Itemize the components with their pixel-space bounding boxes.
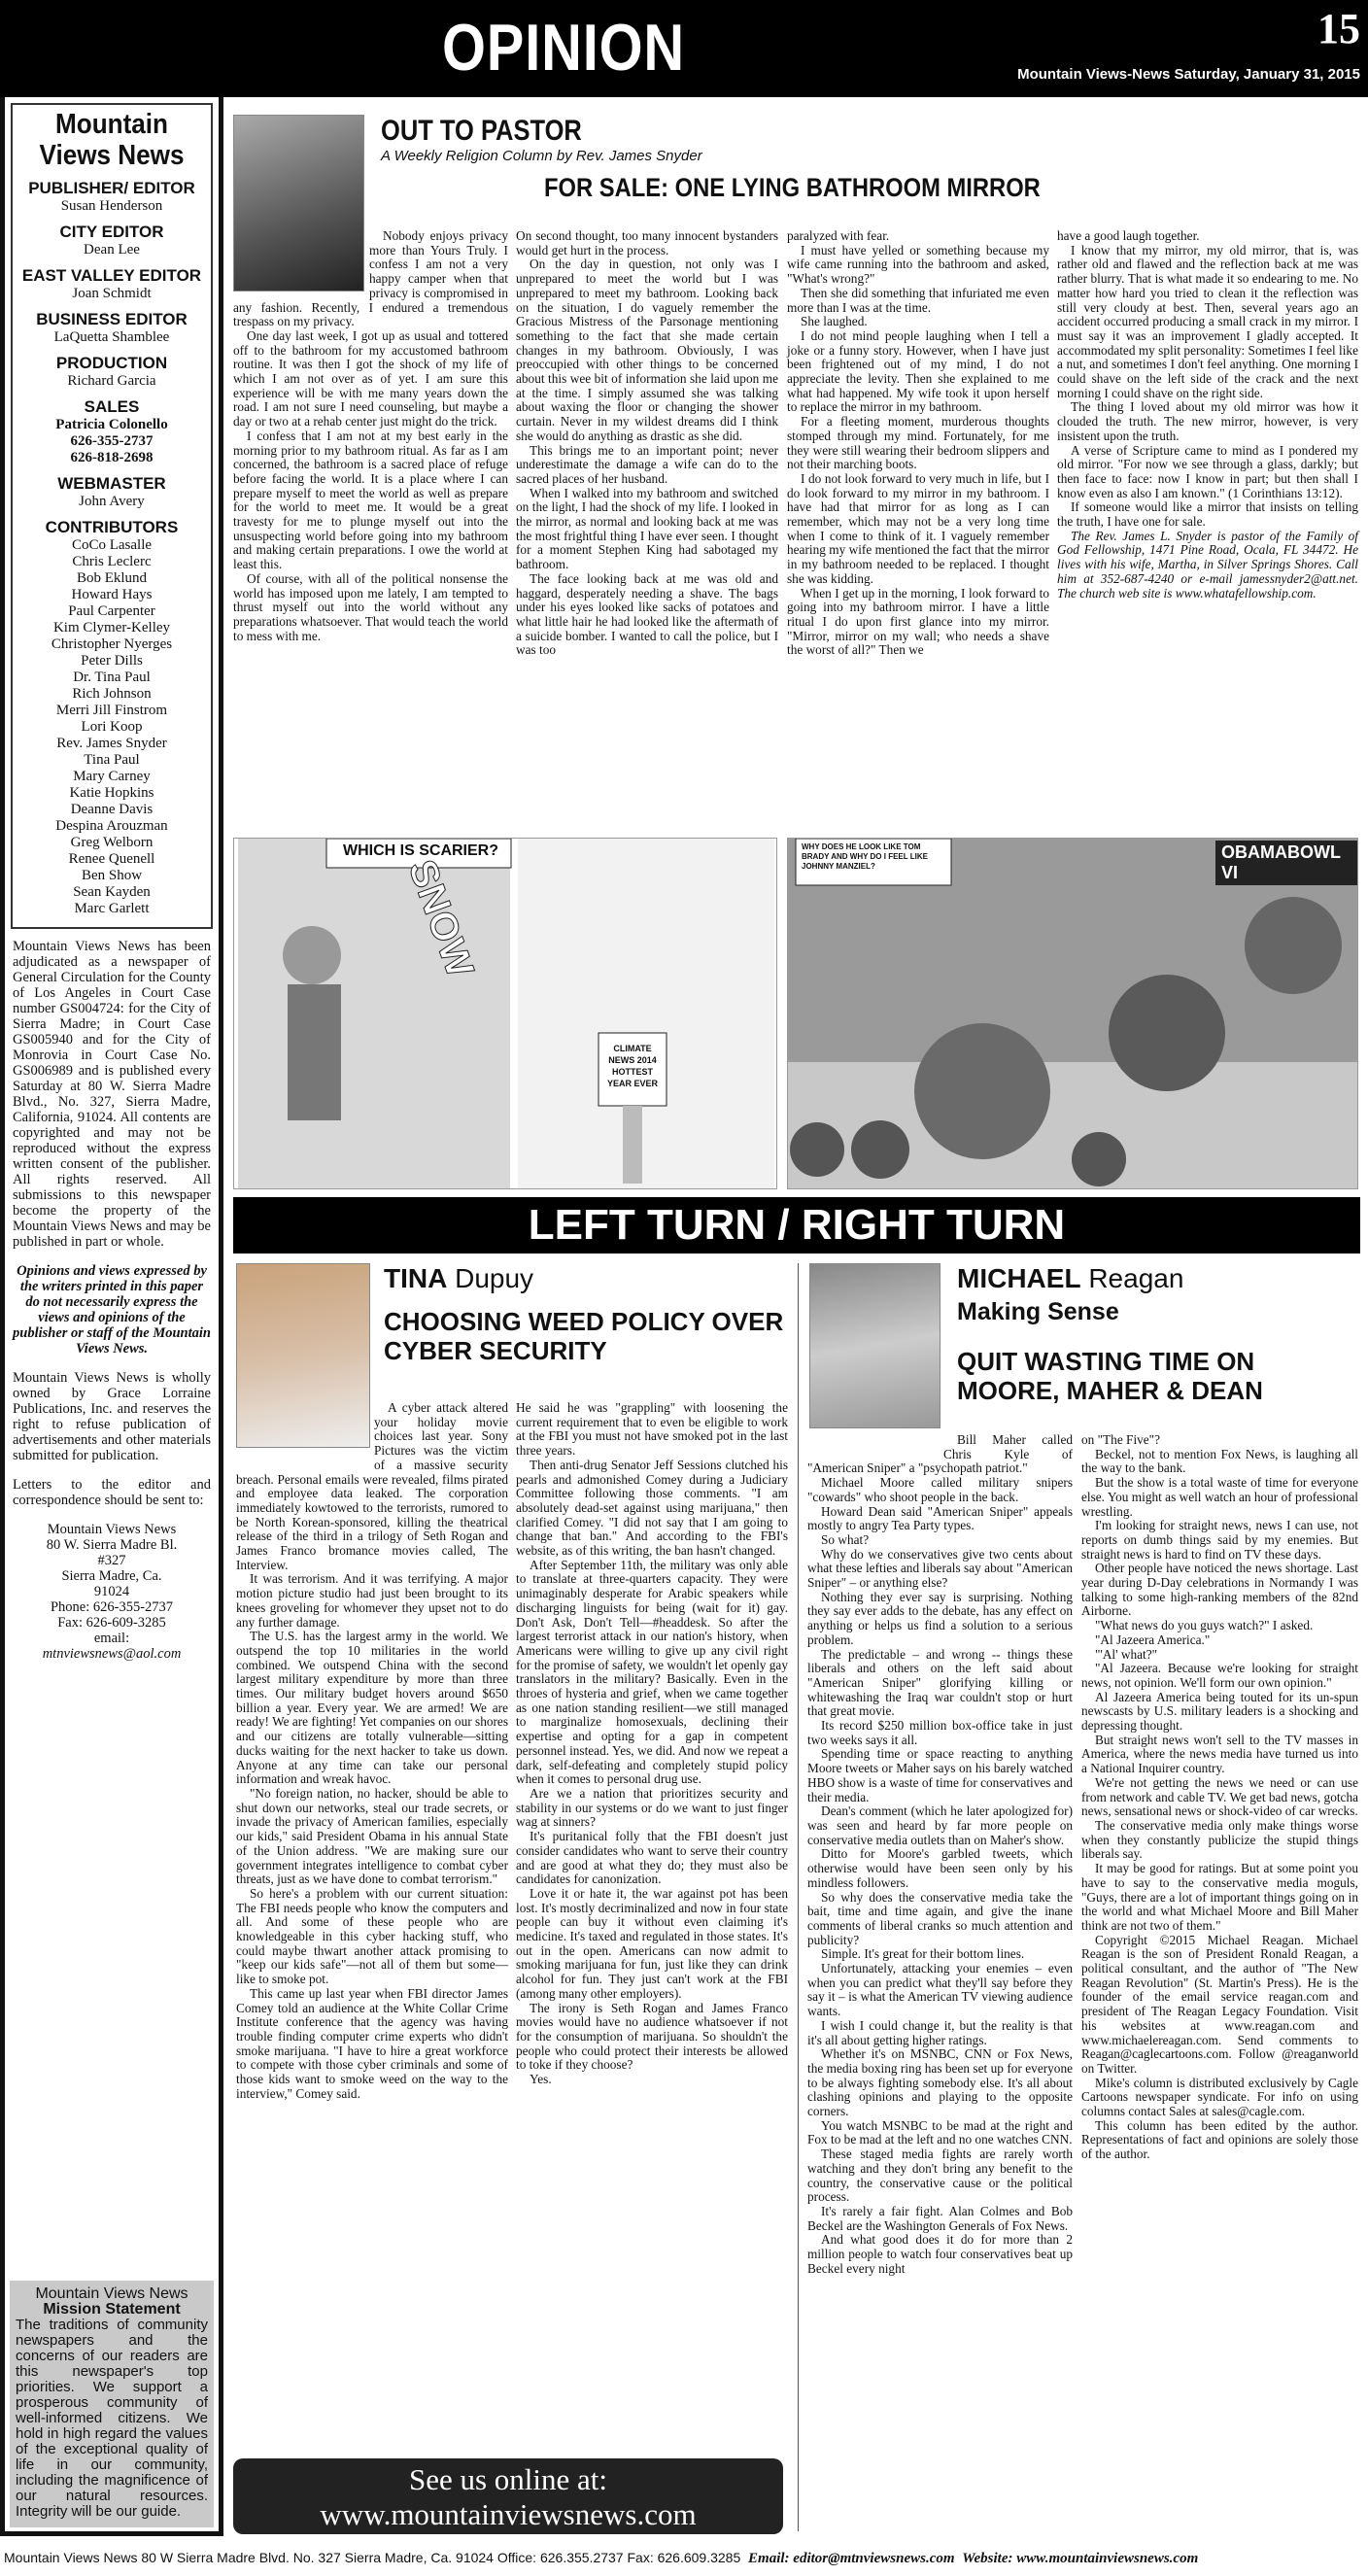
paragraph: On second thought, too many innocent bystanders would get hurt in the process. — [516, 228, 778, 258]
address-line: 91024 — [93, 1584, 130, 1599]
staff-name: LaQuetta Shamblee — [53, 329, 170, 345]
paragraph: This brings me to an important point; never underestimate the damage a wife can do to the sacred places of her husband. — [516, 442, 778, 486]
article-column-1 — [236, 1401, 508, 2101]
opinions-disclaimer: Opinions and views expressed by the writers printed in this paper do not necessarily express the views and opinions of the publisher or staff of the Mountain Views News. — [13, 1263, 211, 1357]
legal-notices — [5, 935, 219, 1666]
paragraph: The conservative media only make things worse when they constantly publicize the stupid things liberals say. — [1081, 1817, 1358, 1862]
masthead-title: Mountain Views News — [39, 109, 185, 171]
paragraph: The irony is Seth Rogan and James Franco movies would have no audience whatsoever if not for the consumption of marijuana. So shouldn't the people who could protect their interests be allowed to toke if they choose? — [516, 2000, 788, 2073]
paragraph: You watch MSNBC to be mad at the right and Fox to be mad at the left and no one watches CNN. — [807, 2117, 1073, 2147]
address-line: email: — [93, 1631, 130, 1646]
paragraph: And what good does it do for more than 2 million people to watch four conservatives beat up Beckel every night — [807, 2232, 1073, 2276]
staff-name: 626-355-2737 — [70, 433, 154, 449]
staff-name: Chris Leclerc — [72, 554, 152, 569]
paragraph: One day last week, I got up as usual and tottered off to the bathroom for my accustomed bathroom routine. It was then I got the shock of my life of which I am not over as of yet. I am sure this experience will be with me many years down the road. I am not sure I need counseling, but maybe a day or two at a rehab center just might do the trick. — [233, 327, 508, 429]
paragraph: On the day in question, not only was I unprepared to meet the world but I was unprepared to meet my bathroom. Looking back on the situation, I do vaguely remember the Gracious Mistress of the Parsonage mentioning something to the fact that she made certain changes in my bathroom. Obviously, I was preoccupied with other things to be concerned about this wee bit of information she laid upon me at the time. I simply assumed she was talking about waxing the floor or changing the shower curtain. Never in my wildest dreams did I think she would do anything as drastic as she did. — [516, 257, 778, 443]
article-column-1 — [807, 1433, 1073, 2276]
paragraph: Why do we conservatives give two cents about what these lefties and liberals say about "American Sniper" – or anything else? — [807, 1546, 1073, 1591]
paragraph: Its record $250 million box-office take in just two weeks says it all. — [807, 1718, 1073, 1747]
paragraph: These staged media fights are rarely worth watching and they don't bring any benefit to the country, the conservative cause or the political process. — [807, 2147, 1073, 2205]
staff-role: CITY EDITOR — [59, 223, 164, 241]
column-header — [381, 115, 702, 164]
mission-statement-box — [10, 2281, 214, 2527]
paragraph: Beckel, not to mention Fox News, is laughing all the way to the bank. — [1081, 1446, 1358, 1476]
paragraph: Bill Maher called Chris Kyle of "American Sniper" a "psychopath patriot." — [807, 1432, 1073, 1476]
address-line: #327 — [97, 1553, 126, 1568]
staff-role: WEBMASTER — [57, 474, 166, 493]
staff-name: Rev. James Snyder — [56, 736, 167, 751]
staff-name: Kim Clymer-Kelley — [52, 620, 171, 635]
staff-role: SALES — [84, 397, 140, 416]
paragraph: "No foreign nation, no hacker, should be able to shut down our networks, steal our trade secrets, or invade the privacy of American families, especially our kids," said President Obama in his annual State of the Union address. "We are making sure our government integrates intelligence to combat cyber threats, just as we have done to combat terrorism." — [236, 1785, 508, 1887]
mailing-address — [13, 1522, 211, 1646]
column-byline: A Weekly Religion Column by Rev. James Snyder — [381, 148, 702, 164]
paragraph: I know that my mirror, my old mirror, that is, was rather old and flawed and the reflection back at me was rather blurry. That is what made it so endearing to me. No matter how hard you tried to clean it the reflection was still very cloudy at best. Then, several years ago an accident occurred producing a small crack in my mirror. I must say it was an improvement I gladly accepted. It accommodated my split personality: Sometimes I feel like a nut, and sometimes I don't feel anything. One morning I could shave on the left side of the crack and the next morning I could shave on the right side. — [1057, 242, 1358, 400]
cartoon-sign: CLIMATE NEWS 2014 HOTTEST YEAR EVER — [606, 1044, 658, 1088]
article-column-2 — [516, 229, 778, 658]
paragraph: Nobody enjoys privacy more than Yours Truly. I confess I am not a very happy camper when that privacy is compromised in any fashion. Recently, I endured a tremendous trespass on my privacy. — [233, 228, 508, 329]
section-header — [0, 0, 1368, 97]
paragraph: on "The Five"? — [1081, 1432, 1161, 1447]
paragraph: Copyright ©2015 Michael Reagan. Michael Reagan is the son of President Ronald Reagan, a political consultant, and the author of "The New Reagan Revolution" (St. Martin's Press). He is the founder of the email service reagan.com and president of The Reagan Legacy Foundation. Visit his websites at www.reagan.com and www.michaelereagan.com. Send comments to Reagan@caglecartoons.com. Follow @reaganworld on Twitter. — [1081, 1932, 1358, 2076]
paragraph: The face looking back at me was old and haggard, desperately needing a shave. The bags under his eyes looked like sacks of potatoes and what little hair he had looked like the aftermath of a suicide bomber. I wanted to call the police, but I was too — [516, 570, 778, 658]
section-banner: LEFT TURN / RIGHT TURN — [233, 1197, 1360, 1254]
column-name: Making Sense — [957, 1298, 1119, 1325]
paragraph: Spending time or space reacting to anything Moore tweets or Maher says on his barely watched HBO show is a waste of time for conservatives and their media. — [807, 1746, 1073, 1804]
article-column-3 — [787, 229, 1049, 658]
paragraph: "Al Jazeera. Because we're looking for straight news, not opinion. We'll form our own opinion." — [1081, 1661, 1358, 1690]
mission-heading: Mission Statement — [43, 2301, 181, 2318]
mission-text: The traditions of community newspapers and the concerns of our readers are this newspaper's top priorities. We support a prosperous community of well-informed citizens. We hold in high regard the values of the exceptional quality of life in our community, including the magnificence of our natural resources. Integrity will be our guide. — [16, 2317, 208, 2520]
paragraph: A cyber attack altered your holiday movie choices last year. Sony Pictures was the victim of a massive security breach. Personal emails were revealed, films pirated and employee data leaked. The corporation immediately kowtowed to the terrorists, rumored to be North Korean-sponsored, killing the theatrical release of the third in a trilogy of Seth Rogan and James Franco bromance movies called, The Interview. — [236, 1400, 508, 1572]
paragraph: "'Al' what?" — [1095, 1646, 1158, 1662]
staff-name: 626-818-2698 — [70, 450, 154, 465]
article-column-4 — [1057, 229, 1358, 601]
paragraph: The U.S. has the largest army in the world. We outspend the top 10 militaries in the world combined. We outspend China with the second largest military expenditure by more than three times. Our military budget hovers around $650 billion a year. Every year. We are armed! We are ready! We are fighting! Yet companies on our shores and our citizens are totally vulnerable—sitting ducks waiting for the next hacker to take us down. Anyone at any time can take our personal information and wreak havoc. — [236, 1629, 508, 1787]
footer-email[interactable]: Email: editor@mtnviewsnews.com — [748, 2551, 955, 2566]
staff-name: Greg Welborn — [70, 835, 154, 850]
staff-name: Tina Paul — [84, 752, 140, 768]
paragraph: I confess that I am not at my best early in the morning prior to my bathroom ritual. As far as I am concerned, the bathroom is a sacred place of refuge before facing the world. It is a place where I can prepare myself to meet the world as well as prepare for the world to meet me. It would be a great travesty for me to plunge myself out into the unsuspecting world before going into my bathroom and making certain preparations. I owe the world at least this. — [233, 428, 508, 572]
cartoon-sign: OBAMABOWL VI — [1215, 841, 1357, 885]
staff-name: Bob Eklund — [76, 570, 148, 586]
paragraph: It was terrorism. And it was terrifying. A major motion picture studio had just been brought to its knees groveling for whomever they upset not to do any further damage. — [236, 1571, 508, 1630]
paragraph: A verse of Scripture came to mind as I pondered my old mirror. "For now we see through a glass, darkly; but then face to face: now I know in part; but then shall I know even as also I am known." (1 Corinthians 13:12). — [1057, 442, 1358, 500]
sidebar — [0, 97, 223, 2536]
cartoon-climate — [233, 838, 777, 1189]
staff-name: Dr. Tina Paul — [73, 670, 151, 685]
staff-name: Patricia Colonello — [55, 417, 168, 432]
staff-name: John Avery — [79, 494, 145, 509]
staff-name: Susan Henderson — [60, 198, 163, 214]
article-headline: CHOOSING WEED POLICY OVER CYBER SECURITY — [384, 1307, 784, 1365]
footer-info: Mountain Views News 80 W Sierra Madre Blvd. No. 327 Sierra Madre, Ca. 91024 Office: 626.355.2737 Fax: 626.609.3285 — [4, 2550, 741, 2565]
paragraph: But the show is a total waste of time for everyone else. You might as well watch an hour of professional wrestling. — [1081, 1475, 1358, 1519]
paragraph: It may be good for ratings. But at some point you have to say to the conservative media moguls, "Guys, there are a lot of important things going on in the world and what Michael Moore and Bill Maher think are not two of them." — [1081, 1861, 1358, 1933]
staff-name: Merri Jill Finstrom — [55, 703, 168, 718]
mission-org: Mountain Views News — [35, 2285, 188, 2302]
promo-label: See us online at: — [408, 2462, 608, 2496]
dateline: Mountain Views-News Saturday, January 31, 2015 — [1017, 66, 1360, 83]
address-line: Mountain Views News — [47, 1522, 177, 1537]
staff-name: Joan Schmidt — [72, 286, 152, 301]
paragraph: The predictable – and wrong -- things these liberals and others on the left said about "American Sniper" glorifying killing or whitewashing the Iraq war couldn't stop or hurt that great movie. — [807, 1646, 1073, 1719]
staff-name: Deanne Davis — [70, 802, 154, 817]
address-line: Phone: 626-355-2737 — [50, 1599, 174, 1615]
paragraph: Whether it's on MSNBC, CNN or Fox News, the media boxing ring has been set up for everyone to be always fighting somebody else. It's all about clashing opinions and playing to the opposite corners. — [807, 2046, 1073, 2119]
ownership-notice: Mountain Views News is wholly owned by Grace Lorraine Publications, Inc. and reserves the right to refuse publication of advertisements and other materials submitted for publication. — [13, 1370, 211, 1463]
paragraph: When I walked into my bathroom and switched on the light, I had the shock of my life. I looked in the mirror, as normal and looking back at me was the most frightful thing I have ever seen. I thought for a moment Stephen King had sabotaged my bathroom. — [516, 485, 778, 572]
staff-name: Ben Show — [81, 868, 143, 883]
staff-role: EAST VALLEY EDITOR — [21, 266, 202, 285]
paragraph: For a fleeting moment, murderous thoughts stomped through my mind. Fortunately, for me they were still wearing their bedroom slippers and not their marching boots. — [787, 414, 1049, 472]
paragraph: It's puritanical folly that the FBI doesn't just consider candidates who want to serve their country and are good at what they do; they must also be candidates for canonization. — [516, 1829, 788, 1887]
paragraph: Then anti-drug Senator Jeff Sessions clutched his pearls and admonished Comey during a Judiciary Committee following those comments. "I am absolutely dead-set against using marijuana," then clarified Comey. "I did not say that I am going to change that ban." And according to the FBI's website, as of this writing, the ban hasn't changed. — [516, 1457, 788, 1559]
paragraph: paralyzed with fear. — [787, 228, 890, 243]
article-headline: QUIT WASTING TIME ON MOORE, MAHER & DEAN — [957, 1347, 1263, 1405]
staff-role: CONTRIBUTORS — [45, 518, 179, 536]
footer-website[interactable]: Website: www.mountainviewsnews.com — [962, 2551, 1199, 2566]
column-name: OUT TO PASTOR — [381, 115, 582, 147]
paragraph: Nothing they ever say is surprising. Nothing they say ever adds to the debate, has any effect on anything or helps us find a solution to a serious problem. — [807, 1589, 1073, 1647]
staff-name: Richard Garcia — [67, 373, 156, 389]
staff-name: CoCo Lasalle — [71, 537, 153, 553]
paragraph: She laughed. — [801, 314, 868, 329]
section-title: OPINION — [442, 11, 686, 85]
address-line: Fax: 626-609-3285 — [57, 1615, 166, 1631]
staff-role: BUSINESS EDITOR — [36, 310, 188, 328]
paragraph: So what? — [821, 1531, 870, 1547]
staff-list — [15, 179, 209, 917]
letters-notice: Letters to the editor and correspondence should be sent to: — [13, 1477, 211, 1508]
paragraph: I do not look forward to very much in life, but I do look forward to my mirror in my bathroom. I have had that mirror for as long as I can remember, which may not be a very long time when I come to think of it. I vaguely remember hearing my wife mentioned the fact that the mirror in my bathroom needed to be replaced. I thought she was kidding. — [787, 470, 1049, 586]
paragraph: But straight news won't sell to the TV masses in America, where the news media have turned us into a National Inquirer country. — [1081, 1732, 1358, 1776]
article-column-1 — [233, 229, 508, 643]
staff-name: Peter Dills — [81, 653, 143, 669]
cartoon-snow-text: SNOW — [399, 854, 482, 983]
paragraph: "Al Jazeera America." — [1095, 1631, 1211, 1647]
staff-name: Dean Lee — [84, 242, 140, 258]
paragraph: This came up last year when FBI director James Comey told an audience at the White Collar Crime Institute conference that the agency was having trouble finding computer crime experts who didn't smoke marijuana. "I have to hire a great workforce to compete with those cyber criminals and some of those kids want to smoke weed on the way to the interview," Comey said. — [236, 1985, 508, 2101]
staff-role: PUBLISHER/ EDITOR — [28, 179, 195, 197]
paragraph: Are we a nation that prioritizes security and stability in our systems or do we want to just finger wag at sinners? — [516, 1785, 788, 1830]
paragraph: Then she did something that infuriated me even more than I was at the time. — [787, 285, 1049, 315]
paragraph: I must have yelled or something because my wife came running into the bathroom and asked, "What's wrong?" — [787, 242, 1049, 287]
paragraph: Love it or hate it, the war against pot has been lost. It's mostly decriminalized and now in four state people can buy it without even claiming it's medicine. It's taxed and regulated in those states. It's out in the open. Americans can now admit to smoking marijuana for fun, just like they can drink alcohol for fun. They just can't work at the FBI (among many other employers). — [516, 1885, 788, 2001]
column-divider — [798, 1263, 799, 2531]
article-headline: FOR SALE: ONE LYING BATHROOM MIRROR — [544, 173, 1041, 202]
paragraph: have a good laugh together. — [1057, 228, 1200, 243]
staff-name: Katie Hopkins — [69, 785, 154, 801]
paragraph: I'm looking for straight news, news I can use, not reports on dumb things said by my enemies. But straight news is hard to find on TV these days. — [1081, 1518, 1358, 1562]
page-number: 15 — [1317, 5, 1360, 52]
paragraph: Other people have noticed the news shortage. Last year during D-Day celebrations in Normandy I was talking to some high-ranking members of the 82nd Airborne. — [1081, 1561, 1358, 1619]
paragraph: I wish I could change it, but the reality is that it's all about getting higher ratings. — [807, 2017, 1073, 2047]
staff-name: Mary Carney — [73, 769, 151, 784]
page-footer — [0, 2540, 1368, 2575]
paragraph: Mike's column is distributed exclusively by Cagle Cartoons newspaper syndicate. For info on using columns contact Sales at sales@cagle.com. — [1081, 2075, 1358, 2119]
promo-url[interactable]: www.mountainviewsnews.com — [320, 2497, 697, 2531]
article-column-2 — [516, 1401, 788, 2087]
paragraph: Al Jazeera America being touted for its un-spun newscasts by U.S. military leaders is a shocking and depressing thought. — [1081, 1689, 1358, 1734]
paragraph: I do not mind people laughing when I tell a joke or a funny story. However, when I have just been frightened out of my mind, I do not appreciate the levity. Then she explained to me what had happened. My wife took it upon herself to replace the mirror in my bathroom. — [787, 327, 1049, 415]
author-name: TINA Dupuy — [384, 1263, 534, 1293]
staff-name: Marc Garlett — [74, 901, 150, 916]
paragraph: Yes. — [530, 2072, 552, 2087]
staff-role: PRODUCTION — [55, 354, 168, 372]
author-bio: The Rev. James L. Snyder is pastor of the Family of God Fellowship, 1471 Pine Road, Ocala, FL 34472. He lives with his wife, Martha, in Silver Springs Shores. Call him at 352-687-4240 or e-mail jamessnyder2@att.net. The church web site is www.whatafellowship.com. — [1057, 528, 1358, 601]
paragraph: He said he was "grappling" with loosening the current requirement that to even be eligible to work at the FBI you must not have smoked pot in the last three years. — [516, 1400, 788, 1459]
paragraph: It's rarely a fair fight. Alan Colmes and Bob Beckel are the Washington Generals of Fox News. — [807, 2203, 1073, 2233]
author-photo-reagan — [809, 1263, 940, 1428]
paragraph: We're not getting the news we need or can use from network and cable TV. We get bad news, gotcha news, sensational news or shock-video of car wrecks. — [1081, 1774, 1358, 1819]
paragraph: Howard Dean said "American Sniper" appeals mostly to angry Tea Party types. — [807, 1503, 1073, 1533]
staff-name: Rich Johnson — [72, 686, 152, 702]
cartoon-caption: WHICH IS SCARIER? — [343, 842, 498, 859]
paragraph: After September 11th, the military was only able to translate at three-quarters capacity. They were unimaginably desperate for Arabic speakers while discharging linguists for being (wait for it) gay. Don't Ask, Don't Tell—#headdesk. So after the largest terrorist attack in our nation's history, when Americans were willing to give up any civil right for the promise of safety, we wouldn't let openly gay translators in the military? Basically. Even in the throes of hysteria and grief, when we came together as one nation standing resilient—we still managed to marginalize homosexuals, declining their expertise and opting for a gap in competent personnel instead. Yes, we did. And now we repeat a dark, self-defeating and completely stupid policy when it comes to personal drug use. — [516, 1557, 788, 1787]
staff-name: Howard Hays — [71, 587, 153, 602]
adjudication-notice: Mountain Views News has been adjudicated as a newspaper of General Circulation for the County of Los Angeles in Court Case number GS004724: for the City of Sierra Madre; in Court Case GS005940 and for the City of Monrovia in Court Case No. GS006989 and is published every Saturday at 80 W. Sierra Madre Blvd., No. 327, Sierra Madre, California, 91024. All contents are copyrighted and may not be reproduced without the express written consent of the publisher. All rights reserved. All submissions to this newspaper become the property of the Mountain Views News and may be published in part or whole. — [13, 939, 211, 1250]
author-name: MICHAEL Reagan — [957, 1263, 1184, 1293]
paragraph: When I get up in the morning, I look forward to going into my bathroom mirror. I have a little ritual I do upon first glance into my mirror. "Mirror, mirror on my wall; who needs a shave the worst of all?" Then we — [787, 585, 1049, 658]
paragraph: The thing I loved about my old mirror was how it clouded the truth. The new mirror, however, is very insistent upon the truth. — [1057, 399, 1358, 443]
website-promo[interactable] — [233, 2458, 783, 2534]
paragraph: Unfortunately, attacking your enemies – even when you can predict what they'll say before they say it – is what the American TV viewing audience wants. — [807, 1961, 1073, 2019]
cartoon-speech-bubble: WHY DOES HE LOOK LIKE TOM BRADY AND WHY DO I FEEL LIKE JOHNNY MANZIEL? — [802, 842, 928, 871]
paragraph: This column has been edited by the author. Representations of fact and opinions are solely those of the author. — [1081, 2117, 1358, 2162]
article-column-2 — [1081, 1433, 1358, 2162]
staff-name: Christopher Nyerges — [51, 636, 173, 652]
paragraph: Dean's comment (which he later apologized for) was seen and heard by far more people on conservative media outlets than on Maher's show. — [807, 1803, 1073, 1847]
staff-name: Sean Kayden — [73, 884, 151, 900]
email-link[interactable]: mtnviewsnews@aol.com — [42, 1646, 182, 1662]
address-line: Sierra Madre, Ca. — [61, 1568, 162, 1584]
staff-name: Renee Quenell — [68, 851, 155, 867]
paragraph: Ditto for Moore's garbled tweets, which otherwise would have been seen only by his mindless followers. — [807, 1846, 1073, 1890]
paragraph: So why does the conservative media take the bait, time and time again, and give the inane comments of liberal cranks so much attention and publicity? — [807, 1889, 1073, 1947]
paragraph: Of course, with all of the political nonsense the world has imposed upon me lately, I am tempted to thrust myself out into the world without any preparations whatsoever. That would teach the world to mess with me. — [233, 570, 508, 643]
staff-name: Lori Koop — [81, 719, 143, 735]
paragraph: Simple. It's great for their bottom lines. — [821, 1946, 1025, 1962]
paragraph: If someone would like a mirror that insists on telling the truth, I have one for sale. — [1057, 499, 1358, 530]
paragraph: So here's a problem with our current situation: The FBI needs people who know the computers and all. And some of these people who are knowledgeable in this cyber hacking stuff, who could maybe thwart another attack promising to "keep our kids safe"—not all of them but some—like to smoke pot. — [236, 1885, 508, 1987]
cartoon-football — [787, 838, 1358, 1189]
masthead-box — [11, 103, 213, 929]
address-line: 80 W. Sierra Madre Bl. — [46, 1537, 178, 1553]
staff-name: Despina Arouzman — [55, 818, 168, 834]
paragraph: "What news do you guys watch?" I asked. — [1095, 1618, 1314, 1633]
paragraph: Michael Moore called military snipers "cowards" who shoot people in the back. — [807, 1475, 1073, 1504]
staff-name: Paul Carpenter — [68, 603, 155, 619]
